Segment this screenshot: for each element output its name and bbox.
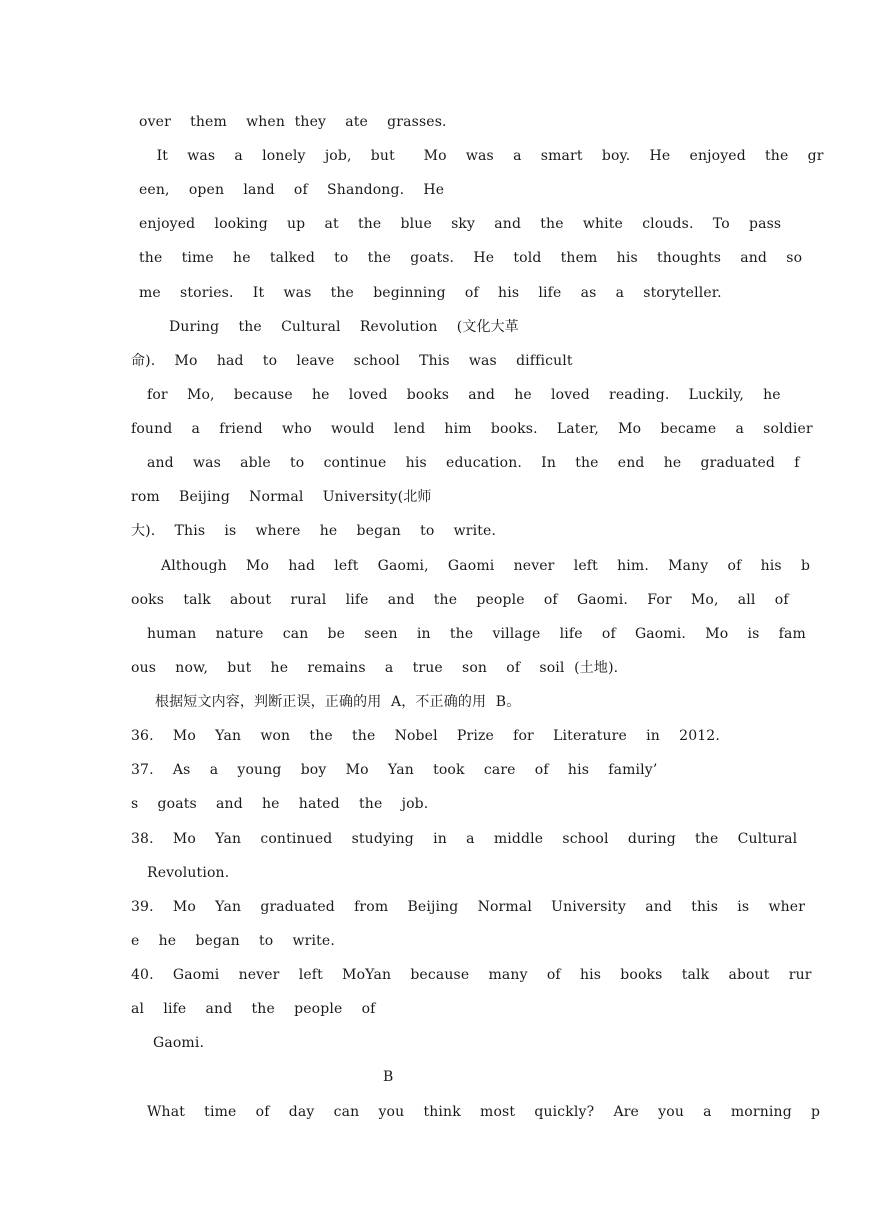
section-heading: B: [383, 1069, 394, 1085]
text-line: It was a lonely job, but Mo was a smart boy. He enjoyed the gr: [147, 148, 824, 164]
text-line: and was able to continue his education. In the end he graduated f: [147, 455, 800, 471]
text-line: me stories. It was the beginning of his life as a storyteller.: [139, 285, 722, 301]
text-line: found a friend who would lend him books. Later, Mo became a soldier: [131, 421, 813, 437]
question-38: 38. Mo Yan continued studying in a middle school during the Cultural: [131, 831, 798, 847]
question-36: 36. Mo Yan won the the Nobel Prize for Literature in 2012.: [131, 728, 720, 744]
text-line: enjoyed looking up at the blue sky and the white clouds. To pass: [139, 216, 782, 232]
text-line: 大). This is where he began to write.: [131, 523, 497, 539]
question-37: 37. As a young boy Mo Yan took care of his family’: [131, 762, 658, 778]
text-line: ooks talk about rural life and the people of Gaomi. For Mo, all of: [131, 592, 789, 608]
text-line: over them when they ate grasses.: [139, 114, 447, 130]
question-37-cont: s goats and he hated the job.: [131, 796, 429, 812]
question-39-cont: e he began to write.: [131, 933, 335, 949]
text-line: the time he talked to the goats. He told them his thoughts and so: [139, 250, 803, 266]
text-line: What time of day can you think most quickly? Are you a morning p: [147, 1104, 821, 1120]
text-line: Although Mo had left Gaomi, Gaomi never left him. Many of his b: [161, 558, 811, 574]
question-38-cont: Revolution.: [147, 865, 230, 881]
question-40: 40. Gaomi never left MoYan because many of his books talk about rur: [131, 967, 812, 983]
text-line: rom Beijing Normal University(北师: [131, 489, 432, 505]
question-40-cont: Gaomi.: [153, 1035, 205, 1051]
text-line: During the Cultural Revolution (文化大革: [169, 319, 519, 335]
instruction-line: 根据短文内容，判断正误，正确的用 A，不正确的用 B。: [155, 694, 521, 710]
question-39: 39. Mo Yan graduated from Beijing Normal University and this is wher: [131, 899, 806, 915]
text-line: human nature can be seen in the village life of Gaomi. Mo is fam: [147, 626, 806, 642]
text-line: 命). Mo had to leave school This was difficult: [131, 353, 573, 369]
text-line: een, open land of Shandong. He: [139, 182, 445, 198]
text-line: ous now, but he remains a true son of soil (土地).: [131, 660, 619, 676]
question-40-cont: al life and the people of: [131, 1001, 376, 1017]
text-line: for Mo, because he loved books and he loved reading. Luckily, he: [147, 387, 781, 403]
